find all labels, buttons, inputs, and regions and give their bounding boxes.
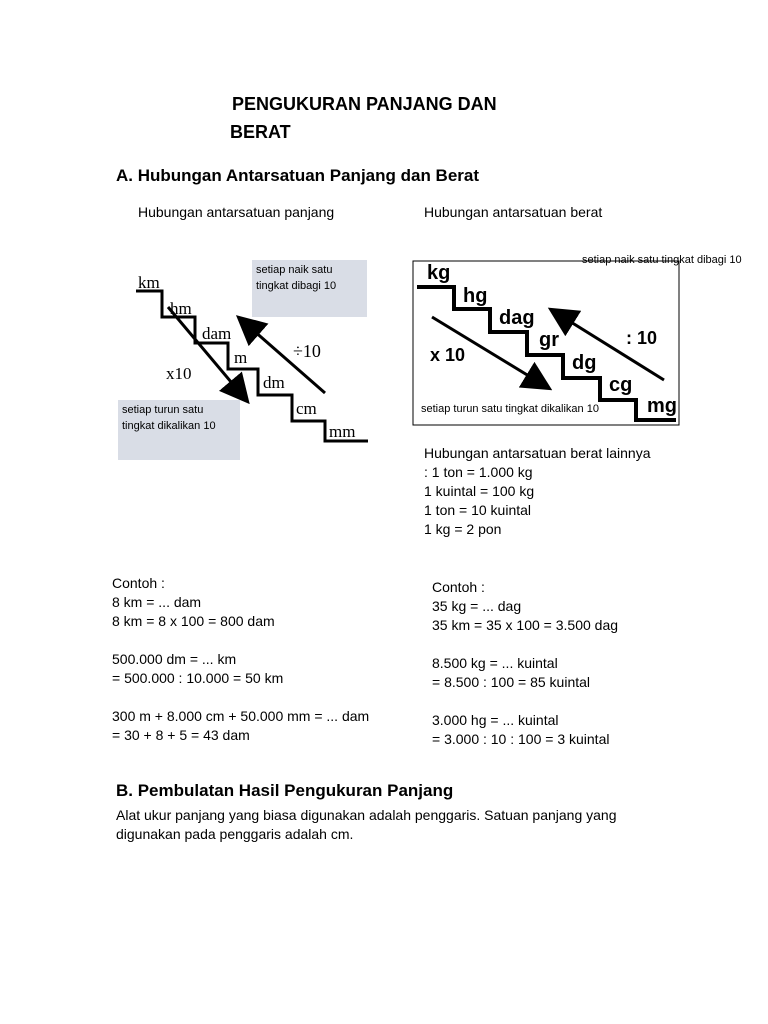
contoh-line: 3.000 hg = ... kuintal	[432, 712, 559, 728]
berat-lainnya-line: 1 kg = 2 pon	[424, 521, 502, 537]
unit-dam: dam	[202, 324, 232, 343]
unit-kg: kg	[427, 262, 451, 284]
unit-m: m	[234, 348, 248, 367]
contoh-line: = 500.000 : 10.000 = 50 km	[112, 670, 284, 686]
unit-mm: mm	[329, 422, 356, 441]
multiply-label: x 10	[430, 345, 466, 365]
contoh-line: 35 km = 35 x 100 = 3.500 dag	[432, 617, 619, 633]
unit-hg: hg	[463, 285, 488, 307]
panjang-note-down: setiap turun satu tingkat dikalikan 10	[118, 400, 240, 460]
unit-cg: cg	[609, 374, 633, 396]
contoh-spacer	[432, 635, 618, 654]
contoh-line: 8.500 kg = ... kuintal	[432, 655, 558, 671]
berat-staircase-diagram	[412, 260, 680, 426]
berat-lainnya-line: 1 kuintal = 100 kg	[424, 483, 535, 499]
berat-note-up: setiap naik satu tingkat dibagi 10	[582, 254, 742, 266]
panjang-label: Hubungan antarsatuan panjang	[138, 204, 335, 220]
title-line-2: BERAT	[230, 122, 291, 142]
section-a-heading: A. Hubungan Antarsatuan Panjang dan Berat	[116, 166, 480, 185]
unit-dag: dag	[499, 307, 535, 329]
unit-cm: cm	[296, 399, 317, 418]
unit-km: km	[138, 273, 160, 292]
unit-mg: mg	[647, 395, 677, 417]
contoh-berat-block	[432, 578, 618, 749]
contoh-line: = 8.500 : 100 = 85 kuintal	[432, 674, 591, 690]
berat-lainnya-block	[424, 444, 651, 539]
divide-label: : 10	[626, 328, 658, 348]
contoh-line: = 3.000 : 10 : 100 = 3 kuintal	[432, 731, 610, 747]
title-line-1: PENGUKURAN PANJANG DAN	[232, 94, 497, 114]
section-b-line: Alat ukur panjang yang biasa digunakan adalah penggaris. Satuan panjang yang	[116, 807, 617, 823]
contoh-panjang-block	[112, 574, 369, 745]
unit-hm: hm	[170, 299, 192, 318]
berat-lainnya-line: : 1 ton = 1.000 kg	[424, 464, 533, 480]
section-b-heading: B. Pembulatan Hasil Pengukuran Panjang	[116, 781, 454, 800]
unit-gr: gr	[539, 329, 559, 351]
contoh-heading: Contoh :	[432, 579, 485, 595]
contoh-line: = 30 + 8 + 5 = 43 dam	[112, 727, 250, 743]
panjang-note-up: setiap naik satu tingkat dibagi 10	[252, 260, 367, 317]
section-b-line: digunakan pada penggaris adalah cm.	[116, 826, 354, 842]
unit-dm: dm	[263, 373, 285, 392]
unit-dg: dg	[572, 352, 597, 374]
berat-note-down: setiap turun satu tingkat dikalikan 10	[421, 403, 599, 415]
contoh-spacer	[112, 688, 369, 707]
page-title	[230, 90, 497, 146]
berat-label: Hubungan antarsatuan berat	[424, 204, 603, 220]
contoh-line: 35 kg = ... dag	[432, 598, 522, 614]
divide-label: ÷10	[293, 341, 321, 361]
contoh-spacer	[112, 631, 369, 650]
contoh-heading: Contoh :	[112, 575, 165, 591]
contoh-line: 8 km = 8 x 100 = 800 dam	[112, 613, 275, 629]
section-b-body	[116, 806, 617, 844]
berat-lainnya-line: 1 ton = 10 kuintal	[424, 502, 532, 518]
multiply-label: x10	[166, 364, 192, 383]
berat-lainnya-heading: Hubungan antarsatuan berat lainnya	[424, 445, 651, 461]
contoh-line: 8 km = ... dam	[112, 594, 202, 610]
contoh-line: 500.000 dm = ... km	[112, 651, 237, 667]
contoh-line: 300 m + 8.000 cm + 50.000 mm = ... dam	[112, 708, 370, 724]
contoh-spacer	[432, 692, 618, 711]
